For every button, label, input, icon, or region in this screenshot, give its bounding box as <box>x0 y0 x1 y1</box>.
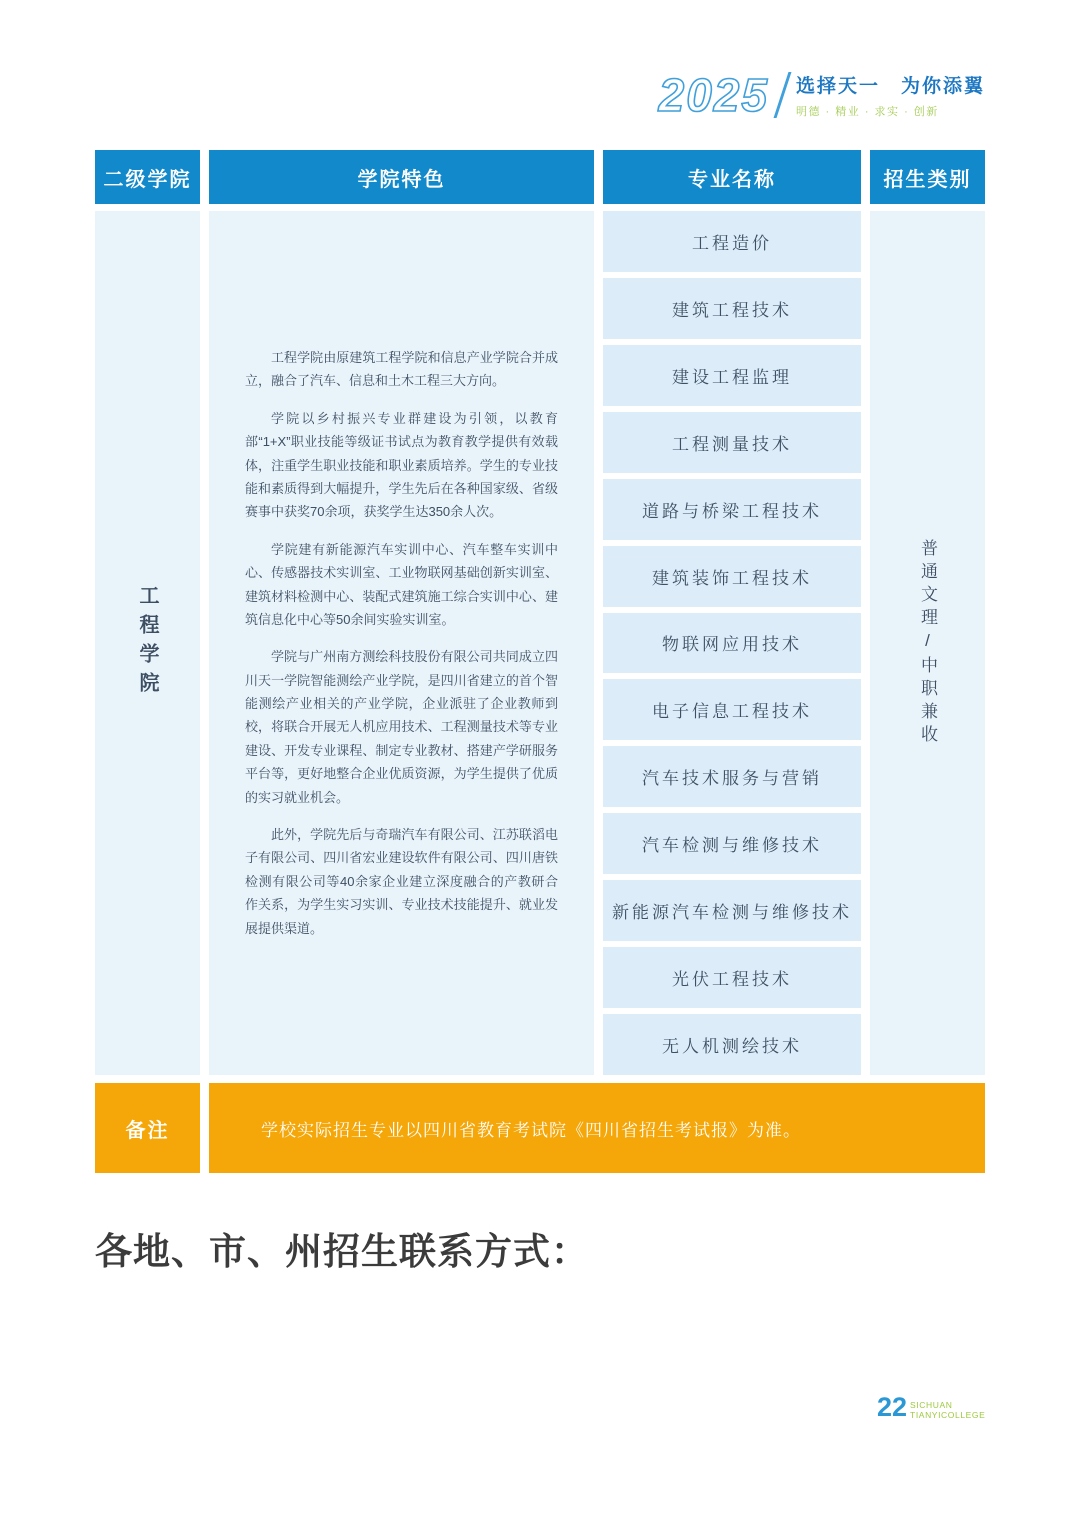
features-paragraph: 工程学院由原建筑工程学院和信息产业学院合并成立，融合了汽车、信息和土木工程三大方向。 <box>245 350 558 389</box>
college-features-cell <box>209 211 594 1075</box>
footer-brand-line2: TIANYICOLLEGE <box>910 1410 986 1421</box>
major-cell: 工程造价 <box>603 211 861 272</box>
tagline-sub: 明德 · 精业 · 求实 · 创新 <box>795 106 939 118</box>
header-college-column: 二级学院 <box>95 150 200 204</box>
contacts-section-heading: 各地、市、州招生联系方式： <box>95 1231 589 1272</box>
major-cell: 道路与桥梁工程技术 <box>603 479 861 540</box>
college-majors-table <box>95 150 985 1173</box>
major-cell: 建筑装饰工程技术 <box>603 546 861 607</box>
page-number: 22 <box>877 1392 908 1422</box>
major-cell: 建筑工程技术 <box>603 278 861 339</box>
header-majors-column: 专业名称 <box>603 150 861 204</box>
footer-college-name <box>910 1400 985 1420</box>
year-2025-outline: 2025 <box>658 69 769 121</box>
page-footer <box>877 1394 985 1421</box>
major-cell: 电子信息工程技术 <box>603 679 861 740</box>
major-cell: 无人机测绘技术 <box>603 1014 861 1075</box>
majors-list <box>603 211 861 1075</box>
enrollment-category-vertical: 普通文理/中职兼收 <box>918 538 937 748</box>
features-paragraph: 学院以乡村振兴专业群建设为引领，以教育部“1+X”职业技能等级证书试点为教育教学提供有效载体，注重学生职业技能和职业素质培养。学生的专业技能和素质得到大幅提升，学生先后在各种国家级、省级赛事中获奖70余项，获奖学生达350余人次。 <box>245 410 558 520</box>
features-paragraph: 学院与广州南方测绘科技股份有限公司共同成立四川天一学院智能测绘产业学院，是四川省建立的首个智能测绘产业相关的产业学院，企业派驻了企业教师到校，将联合开展无人机应用技术、工程测量技术等专业建设、开发专业课程、制定专业教材、搭建产学研服务平台等，更好地整合企业优质资源，为学生提供了优质的实习就业机会。 <box>245 649 558 805</box>
college-name-cell <box>95 211 200 1075</box>
table-header-row <box>95 150 985 204</box>
tagline-main: 选择天一 为你添翼 <box>795 76 985 97</box>
major-cell: 光伏工程技术 <box>603 947 861 1008</box>
header-category-column: 招生类别 <box>870 150 985 204</box>
brand-taglines <box>796 71 985 119</box>
major-cell: 工程测量技术 <box>603 412 861 473</box>
note-label: 备注 <box>95 1083 200 1173</box>
header-features-column: 学院特色 <box>209 150 594 204</box>
major-cell: 汽车技术服务与营销 <box>603 746 861 807</box>
brand-logo <box>659 68 985 122</box>
enrollment-category-cell <box>870 211 985 1075</box>
table-body-row <box>95 211 985 1075</box>
major-cell: 新能源汽车检测与维修技术 <box>603 880 861 941</box>
features-paragraph: 此外，学院先后与奇瑞汽车有限公司、江苏联滔电子有限公司、四川省宏业建设软件有限公司、四川唐铁检测有限公司等40余家企业建立深度融合的产教研合作关系，为学生实习实训、专业技术技能提升、就业发展提供渠道。 <box>245 827 558 936</box>
features-paragraph: 学院建有新能源汽车实训中心、汽车整车实训中心、传感器技术实训室、工业物联网基础创新实训室、建筑材料检测中心、装配式建筑施工综合实训中心、建筑信息化中心等50余间实验实训室。 <box>245 541 558 627</box>
college-name-vertical: 工程学院 <box>136 585 158 701</box>
slash-divider <box>774 72 792 118</box>
major-cell: 汽车检测与维修技术 <box>603 813 861 874</box>
note-row <box>95 1083 985 1173</box>
major-cell: 物联网应用技术 <box>603 613 861 674</box>
footer-brand-line1: SICHUAN <box>910 1400 953 1410</box>
note-text: 学校实际招生专业以四川省教育考试院《四川省招生考试报》为准。 <box>209 1083 985 1173</box>
major-cell: 建设工程监理 <box>603 345 861 406</box>
